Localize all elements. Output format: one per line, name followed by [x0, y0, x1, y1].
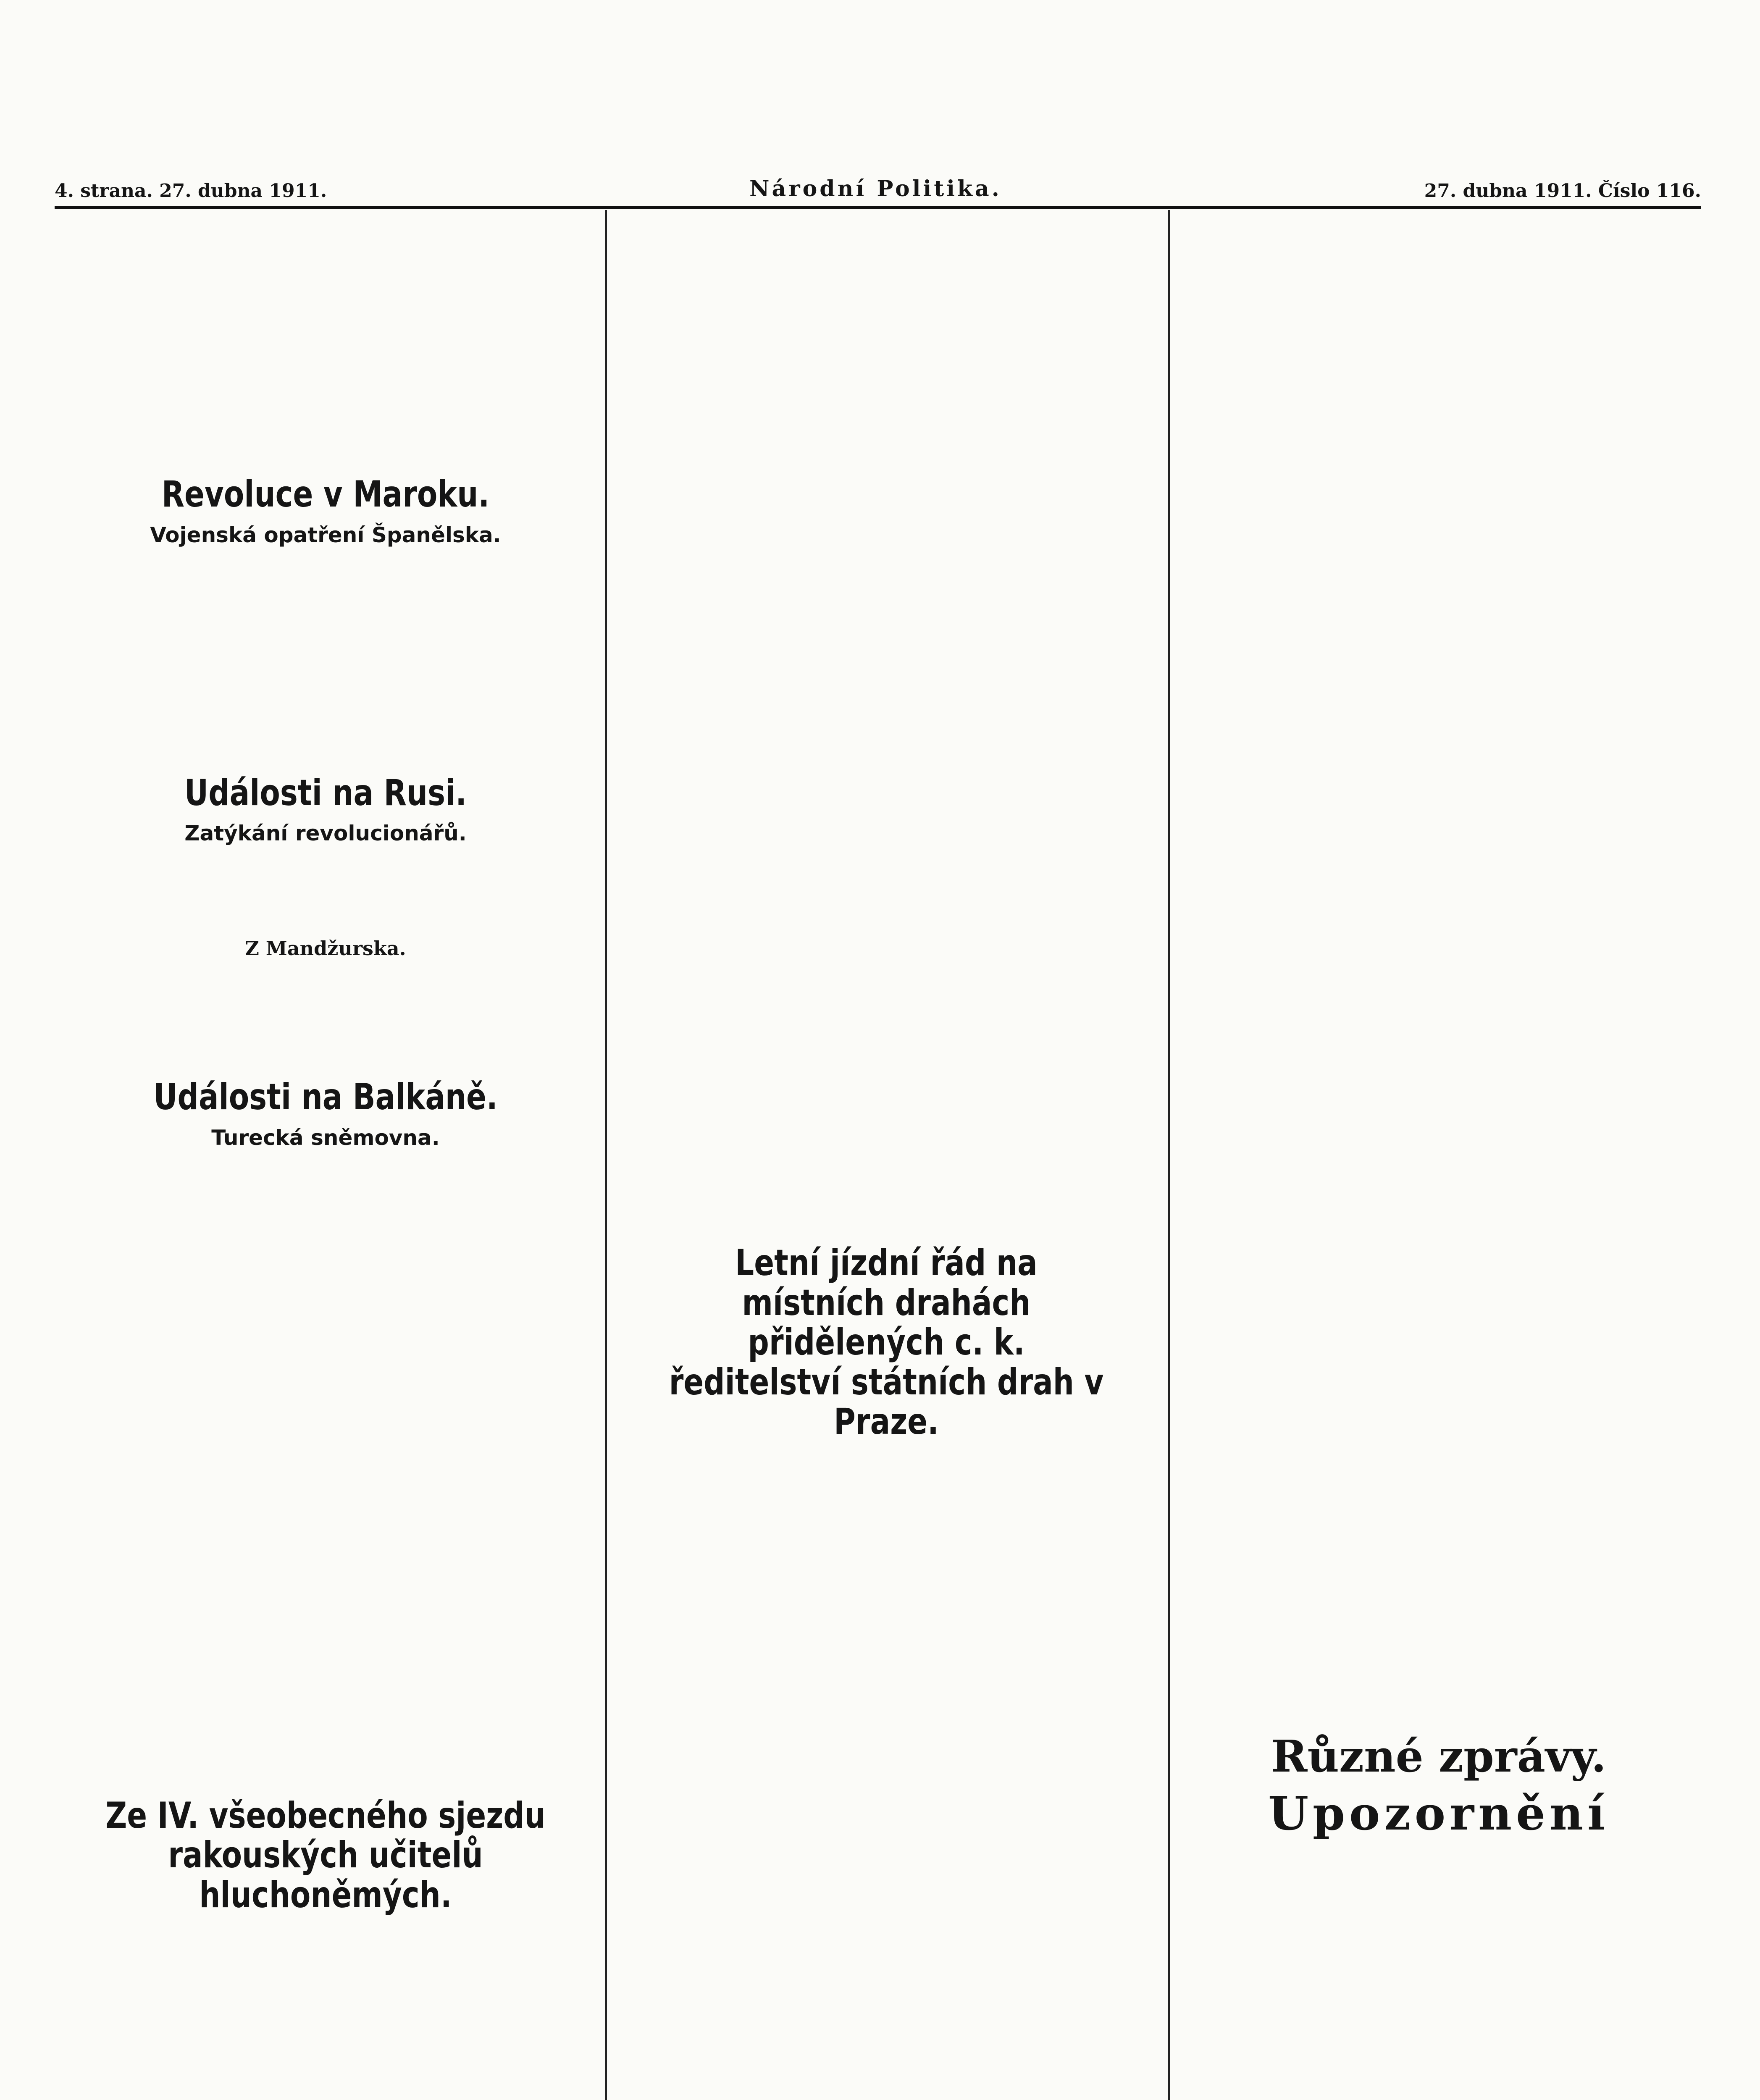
column-1	[55, 214, 596, 2100]
headline-sjezd: Ze IV. všeobecného sjezdu rakouských učitelů hluchoněmých.	[105, 1794, 546, 1916]
headline-balkan: Události na Balkáně.	[153, 1076, 498, 1118]
headline-maroko: Revoluce v Maroku.	[161, 473, 490, 515]
subhead-maroko: Vojenská opatření Španělska.	[150, 522, 501, 547]
issue-number: 27. dubna 1911. Číslo 116.	[1424, 180, 1701, 202]
column-rule	[1168, 210, 1170, 2100]
page-number-date: 4. strana. 27. dubna 1911.	[55, 180, 327, 202]
subhead-mandzurska: Z Mandžurska.	[245, 937, 406, 960]
headline-jizdni-rad: Letní jízdní řád na místních drahách přidělených c. k. ředitelství státních drah v Praze.	[669, 1242, 1104, 1443]
masthead-title: Národní Politika.	[749, 176, 1002, 202]
headline-ruzne-zpravy: Různé zprávy.	[1271, 1730, 1607, 1782]
column-2	[613, 214, 1159, 2100]
headline-rus: Události na Rusi.	[184, 772, 467, 814]
subhead-balkan: Turecká sněmovna.	[211, 1125, 440, 1150]
column-rule	[605, 210, 607, 2100]
column-3	[1176, 214, 1701, 2100]
running-head	[55, 172, 1701, 209]
headline-upozorneni: Upozornění	[1268, 1786, 1609, 1840]
subhead-rus: Zatýkání revolucionářů.	[184, 821, 467, 846]
